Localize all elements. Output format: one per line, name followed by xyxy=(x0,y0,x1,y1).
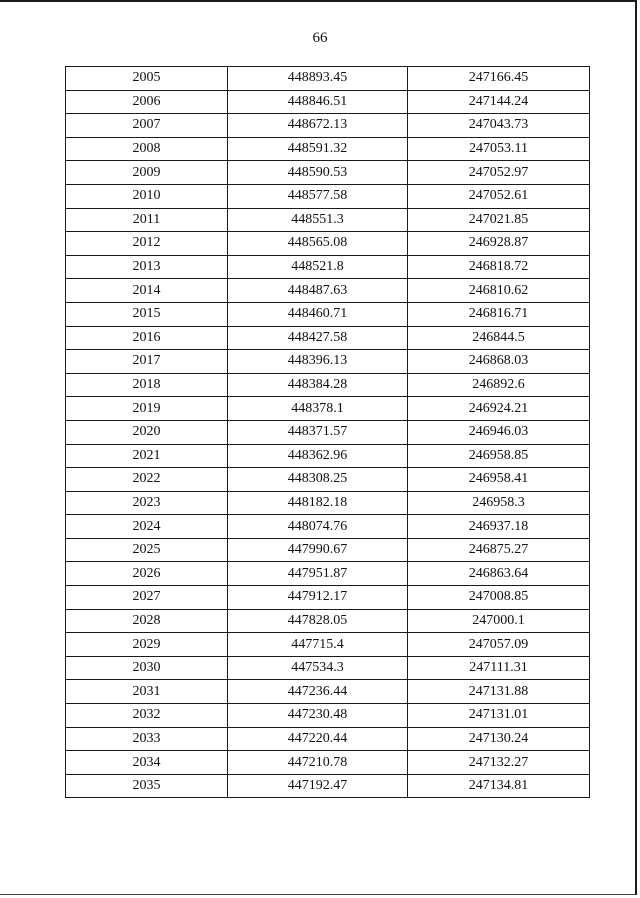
point-number-cell: 2016 xyxy=(66,326,228,350)
x-coordinate-cell: 448521.8 xyxy=(228,255,408,279)
point-number-cell: 2009 xyxy=(66,161,228,185)
point-number-cell: 2023 xyxy=(66,491,228,515)
table-row xyxy=(66,420,590,444)
x-coordinate-cell: 447534.3 xyxy=(228,656,408,680)
table-row xyxy=(66,680,590,704)
table-row xyxy=(66,208,590,232)
table-row xyxy=(66,562,590,586)
table-row xyxy=(66,90,590,114)
table-row xyxy=(66,444,590,468)
point-number-cell: 2012 xyxy=(66,232,228,256)
x-coordinate-cell: 448427.58 xyxy=(228,326,408,350)
table-row xyxy=(66,137,590,161)
x-coordinate-cell: 448362.96 xyxy=(228,444,408,468)
x-coordinate-cell: 447990.67 xyxy=(228,538,408,562)
point-number-cell: 2017 xyxy=(66,350,228,374)
x-coordinate-cell: 448893.45 xyxy=(228,67,408,91)
x-coordinate-cell: 447236.44 xyxy=(228,680,408,704)
point-number-cell: 2025 xyxy=(66,538,228,562)
y-coordinate-cell: 247130.24 xyxy=(408,727,590,751)
x-coordinate-cell: 447230.48 xyxy=(228,704,408,728)
table-row xyxy=(66,515,590,539)
x-coordinate-cell: 447828.05 xyxy=(228,609,408,633)
table-row xyxy=(66,161,590,185)
y-coordinate-cell: 246863.64 xyxy=(408,562,590,586)
y-coordinate-cell: 247008.85 xyxy=(408,586,590,610)
y-coordinate-cell: 247111.31 xyxy=(408,656,590,680)
y-coordinate-cell: 247043.73 xyxy=(408,114,590,138)
x-coordinate-cell: 447220.44 xyxy=(228,727,408,751)
table-row xyxy=(66,586,590,610)
x-coordinate-cell: 448308.25 xyxy=(228,468,408,492)
point-number-cell: 2010 xyxy=(66,184,228,208)
x-coordinate-cell: 448591.32 xyxy=(228,137,408,161)
table-row xyxy=(66,656,590,680)
point-number-cell: 2035 xyxy=(66,774,228,798)
x-coordinate-cell: 447192.47 xyxy=(228,774,408,798)
x-coordinate-cell: 447210.78 xyxy=(228,751,408,775)
y-coordinate-cell: 246937.18 xyxy=(408,515,590,539)
point-number-cell: 2008 xyxy=(66,137,228,161)
point-number-cell: 2027 xyxy=(66,586,228,610)
point-number-cell: 2031 xyxy=(66,680,228,704)
x-coordinate-cell: 448577.58 xyxy=(228,184,408,208)
y-coordinate-cell: 246946.03 xyxy=(408,420,590,444)
table-row xyxy=(66,397,590,421)
table-row xyxy=(66,232,590,256)
x-coordinate-cell: 448672.13 xyxy=(228,114,408,138)
y-coordinate-cell: 247000.1 xyxy=(408,609,590,633)
point-number-cell: 2033 xyxy=(66,727,228,751)
point-number-cell: 2005 xyxy=(66,67,228,91)
y-coordinate-cell: 246875.27 xyxy=(408,538,590,562)
y-coordinate-cell: 247052.97 xyxy=(408,161,590,185)
table-row xyxy=(66,468,590,492)
y-coordinate-cell: 247057.09 xyxy=(408,633,590,657)
y-coordinate-cell: 247052.61 xyxy=(408,184,590,208)
point-number-cell: 2011 xyxy=(66,208,228,232)
point-number-cell: 2019 xyxy=(66,397,228,421)
y-coordinate-cell: 246958.85 xyxy=(408,444,590,468)
x-coordinate-cell: 447951.87 xyxy=(228,562,408,586)
table-row xyxy=(66,350,590,374)
table-row xyxy=(66,751,590,775)
x-coordinate-cell: 448396.13 xyxy=(228,350,408,374)
y-coordinate-cell: 247053.11 xyxy=(408,137,590,161)
table-row xyxy=(66,774,590,798)
x-coordinate-cell: 448590.53 xyxy=(228,161,408,185)
table-row xyxy=(66,114,590,138)
point-number-cell: 2015 xyxy=(66,302,228,326)
y-coordinate-cell: 246810.62 xyxy=(408,279,590,303)
y-coordinate-cell: 246958.3 xyxy=(408,491,590,515)
point-number-cell: 2024 xyxy=(66,515,228,539)
x-coordinate-cell: 448384.28 xyxy=(228,373,408,397)
x-coordinate-cell: 447715.4 xyxy=(228,633,408,657)
table-row xyxy=(66,184,590,208)
table-row xyxy=(66,633,590,657)
point-number-cell: 2020 xyxy=(66,420,228,444)
y-coordinate-cell: 246958.41 xyxy=(408,468,590,492)
table-row xyxy=(66,326,590,350)
point-number-cell: 2028 xyxy=(66,609,228,633)
y-coordinate-cell: 246868.03 xyxy=(408,350,590,374)
y-coordinate-cell: 246816.71 xyxy=(408,302,590,326)
x-coordinate-cell: 448487.63 xyxy=(228,279,408,303)
y-coordinate-cell: 246844.5 xyxy=(408,326,590,350)
table-row xyxy=(66,302,590,326)
point-number-cell: 2006 xyxy=(66,90,228,114)
x-coordinate-cell: 448182.18 xyxy=(228,491,408,515)
table-row xyxy=(66,704,590,728)
y-coordinate-cell: 246924.21 xyxy=(408,397,590,421)
y-coordinate-cell: 247131.01 xyxy=(408,704,590,728)
x-coordinate-cell: 448378.1 xyxy=(228,397,408,421)
y-coordinate-cell: 247131.88 xyxy=(408,680,590,704)
point-number-cell: 2014 xyxy=(66,279,228,303)
table-body xyxy=(66,67,590,798)
point-number-cell: 2022 xyxy=(66,468,228,492)
x-coordinate-cell: 448074.76 xyxy=(228,515,408,539)
table-row xyxy=(66,491,590,515)
point-number-cell: 2026 xyxy=(66,562,228,586)
coordinate-table xyxy=(65,66,590,798)
y-coordinate-cell: 247021.85 xyxy=(408,208,590,232)
y-coordinate-cell: 246818.72 xyxy=(408,255,590,279)
table-row xyxy=(66,67,590,91)
point-number-cell: 2007 xyxy=(66,114,228,138)
x-coordinate-cell: 448371.57 xyxy=(228,420,408,444)
y-coordinate-cell: 247134.81 xyxy=(408,774,590,798)
point-number-cell: 2013 xyxy=(66,255,228,279)
table-row xyxy=(66,609,590,633)
x-coordinate-cell: 447912.17 xyxy=(228,586,408,610)
y-coordinate-cell: 247132.27 xyxy=(408,751,590,775)
table-row xyxy=(66,255,590,279)
point-number-cell: 2029 xyxy=(66,633,228,657)
x-coordinate-cell: 448846.51 xyxy=(228,90,408,114)
point-number-cell: 2030 xyxy=(66,656,228,680)
y-coordinate-cell: 247166.45 xyxy=(408,67,590,91)
table-row xyxy=(66,727,590,751)
y-coordinate-cell: 246928.87 xyxy=(408,232,590,256)
x-coordinate-cell: 448551.3 xyxy=(228,208,408,232)
point-number-cell: 2032 xyxy=(66,704,228,728)
x-coordinate-cell: 448460.71 xyxy=(228,302,408,326)
y-coordinate-cell: 247144.24 xyxy=(408,90,590,114)
y-coordinate-cell: 246892.6 xyxy=(408,373,590,397)
table-row xyxy=(66,373,590,397)
point-number-cell: 2018 xyxy=(66,373,228,397)
point-number-cell: 2021 xyxy=(66,444,228,468)
point-number-cell: 2034 xyxy=(66,751,228,775)
table-row xyxy=(66,279,590,303)
page-number: 66 xyxy=(312,30,328,46)
table-row xyxy=(66,538,590,562)
x-coordinate-cell: 448565.08 xyxy=(228,232,408,256)
